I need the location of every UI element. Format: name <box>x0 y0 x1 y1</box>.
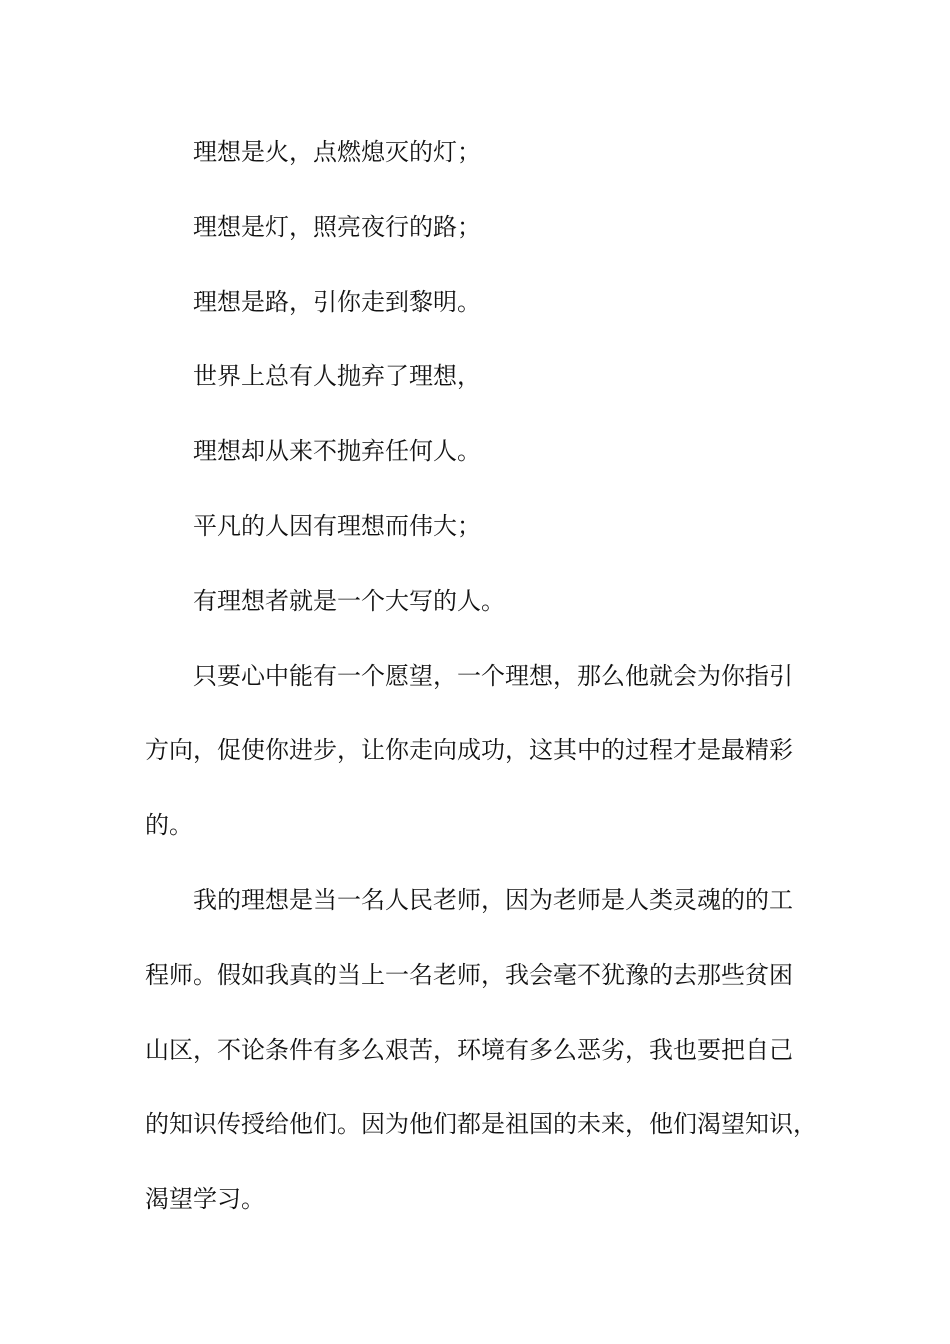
paragraph-line: 方向，促使你进步，让你走向成功，这其中的过程才是最精彩 <box>145 736 793 765</box>
paragraph-line: 渴望学习。 <box>145 1185 265 1214</box>
paragraph-line: 程师。假如我真的当上一名老师，我会毫不犹豫的去那些贫困 <box>145 960 793 989</box>
paragraph-line: 只要心中能有一个愿望，一个理想，那么他就会为你指引 <box>193 661 793 690</box>
text-line: 理想是路，引你走到黎明。 <box>193 287 481 316</box>
text-line: 理想是灯，照亮夜行的路； <box>193 212 481 241</box>
paragraph-line: 的。 <box>145 811 193 840</box>
text-line: 理想却从来不抛弃任何人。 <box>193 437 481 466</box>
text-line: 平凡的人因有理想而伟大； <box>193 511 481 540</box>
text-line: 理想是火，点燃熄灭的灯； <box>193 138 481 166</box>
paragraph-line: 的知识传授给他们。因为他们都是祖国的未来，他们渴望知识， <box>145 1110 817 1139</box>
document-body <box>145 130 825 1252</box>
paragraph-line: 山区，不论条件有多么艰苦，环境有多么恶劣，我也要把自己 <box>145 1035 793 1064</box>
text-line: 有理想者就是一个大写的人。 <box>193 586 505 615</box>
text-line: 世界上总有人抛弃了理想， <box>193 362 481 391</box>
paragraph-line: 我的理想是当一名人民老师，因为老师是人类灵魂的的工 <box>193 885 793 914</box>
